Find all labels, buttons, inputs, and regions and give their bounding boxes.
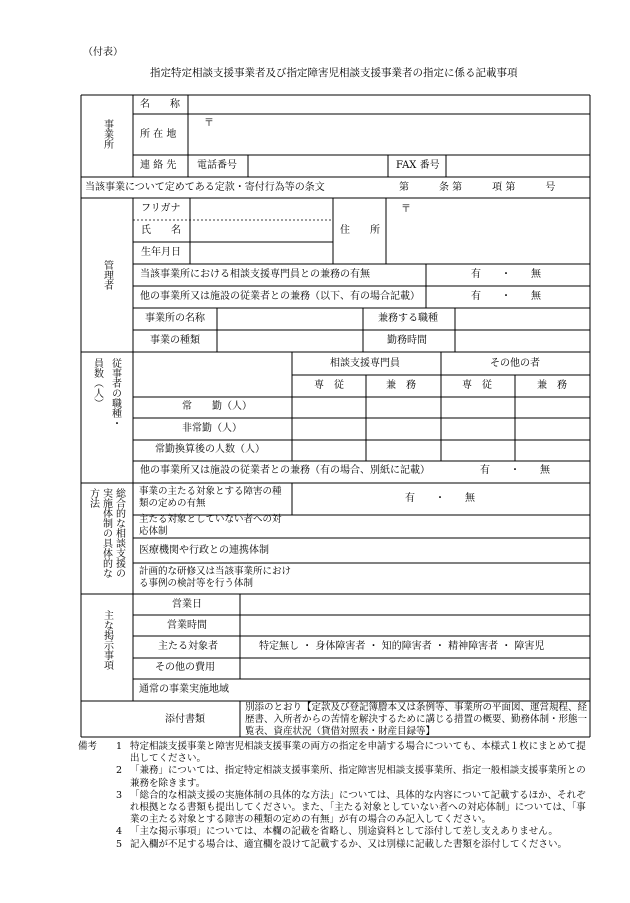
business-hours-label: 営業時間 xyxy=(167,620,207,631)
manager-address-field[interactable] xyxy=(387,199,589,263)
col-other-header: その他の者 xyxy=(490,358,540,369)
comp-r4-label: 計画的な研修又は当該事業所における事例の検討等を行う体制 xyxy=(139,566,292,589)
area-field[interactable] xyxy=(241,680,589,700)
office-name-field[interactable] xyxy=(218,309,362,329)
other-cost-label: その他の費用 xyxy=(155,662,215,673)
birthdate-field[interactable] xyxy=(191,243,332,263)
fax-label: FAX 番号 xyxy=(396,160,440,171)
kenmu1-label: 当該事業所における相談支援専門員との兼務の有無 xyxy=(140,269,370,280)
name-field[interactable] xyxy=(189,96,589,113)
note-item: 3 「総合的な相談支援の実施体制の具体的な方法」については、具体的な内容について記載するほか、それぞれ根拠となる書類も提出してください。また、「主たる対象としていない者への対応体制」については、「事業の主たる対象とする障害の種類の定めの有無」が有の場合のみ記入してください。 xyxy=(116,789,586,826)
office-name-label: 事業所の名称 xyxy=(145,313,205,324)
business-days-field[interactable] xyxy=(241,595,589,614)
fax-field[interactable] xyxy=(447,156,589,176)
note-item: 5 記入欄が不足する場合は、適宜欄を設けて記載するか、又は別様に記載した書類を添付してください。 xyxy=(116,838,568,850)
business-days-label: 営業日 xyxy=(172,599,202,610)
staff-kenmu-choice[interactable]: 有 ・ 無 xyxy=(480,465,550,476)
office-duty-field[interactable] xyxy=(456,309,589,329)
comp-r2-label: 主たる対象としていない者への対応体制 xyxy=(139,514,282,537)
area-label: 通常の事業実施地域 xyxy=(139,684,229,695)
attachments-label: 添付書類 xyxy=(165,714,205,725)
cell-full-soudan-kenmu[interactable] xyxy=(367,398,440,417)
cell-full-other-senju[interactable] xyxy=(442,398,514,417)
comp-group-label-b: 実施体制の具体的な xyxy=(100,488,112,578)
attachments-text: 別添のとおり【定款及び登記簿謄本又は条例等、事業所の平面図、運営規程、経歴書、入所者からの苦情を解決するために講じる措置の概要、勤務体制・形態一覧表、資産状況（貸借対照表・財産目録等】 xyxy=(245,702,588,737)
row-fulltime-label: 常 勤（人） xyxy=(182,401,252,412)
target-choices[interactable]: 特定無し ・ 身体障害者 ・ 知的障害者 ・ 精神障害者 ・ 障害児 xyxy=(259,641,545,652)
address-field[interactable] xyxy=(189,115,589,154)
target-label: 主たる対象者 xyxy=(158,641,218,652)
row-parttime-label: 非常勤（人） xyxy=(182,423,242,434)
notes-list xyxy=(76,741,586,851)
office-type-field[interactable] xyxy=(218,331,362,351)
staff-group-label-a: 従事者の職種・ xyxy=(109,358,121,428)
comp-r2-field[interactable] xyxy=(293,516,589,537)
other-cost-field[interactable] xyxy=(241,659,589,678)
comp-r1-label: 事業の主たる対象とする障害の種類の定めの有無 xyxy=(139,486,282,509)
postal-mark: 〒 xyxy=(204,118,214,129)
cell-full-soudan-senju[interactable] xyxy=(293,398,365,417)
birthdate-label: 生年月日 xyxy=(141,247,181,258)
manager-name-label: 氏 名 xyxy=(141,225,181,236)
cell-full-other-kenmu[interactable] xyxy=(516,398,589,417)
furigana-field[interactable] xyxy=(191,199,332,219)
contact-label: 連 絡 先 xyxy=(140,160,177,171)
manager-postal-mark: 〒 xyxy=(401,204,411,215)
col-soudan-senju: 専 従 xyxy=(314,380,344,391)
work-hours-label: 勤務時間 xyxy=(387,335,427,346)
kenmu1-choice[interactable]: 有 ・ 無 xyxy=(471,269,541,280)
phone-label: 電話番号 xyxy=(197,160,237,171)
col-soudan-header: 相談支援専門員 xyxy=(330,358,400,369)
comp-group-label-c: 方法 xyxy=(87,488,99,508)
office-duty-label: 兼務する職種 xyxy=(378,313,438,324)
office-type-label: 事業の種類 xyxy=(150,335,200,346)
posting-group-label: 主な掲示事項 xyxy=(101,610,113,670)
col-soudan-kenmu: 兼 務 xyxy=(386,380,416,391)
phone-field[interactable] xyxy=(249,156,387,176)
comp-r3-label: 医療機関や行政との連携体制 xyxy=(139,545,269,556)
col-other-kenmu: 兼 務 xyxy=(537,380,567,391)
kenmu2-choice[interactable]: 有 ・ 無 xyxy=(471,291,541,302)
staff-group-label-b: 員数（人） xyxy=(91,358,103,408)
col-other-senju: 専 従 xyxy=(462,380,492,391)
comp-r1-choice[interactable]: 有 ・ 無 xyxy=(405,493,475,504)
jigyosho-group-label: 事業所 xyxy=(101,119,113,149)
article-label: 当該事業について定めてある定款・寄付行為等の条文 xyxy=(85,182,325,193)
manager-name-field[interactable] xyxy=(191,221,332,241)
form-title: 指定特定相談支援事業者及び指定障害児相談支援事業者の指定に係る記載事項 xyxy=(150,67,518,79)
name-label: 名 称 xyxy=(140,99,180,110)
appendix-label: （付表） xyxy=(83,47,123,58)
note-item: 1 特定相談支援事業と障害児相談支援事業の両方の指定を申請する場合についても、本様式１枚にまとめて提出してください。 xyxy=(116,741,586,765)
kenmu2-label: 他の事業所又は施設の従業者との兼務（以下、有の場合記載） xyxy=(140,291,420,302)
furigana-label: フリガナ xyxy=(141,203,181,214)
business-hours-field[interactable] xyxy=(241,616,589,635)
work-hours-field[interactable] xyxy=(456,331,589,351)
staff-kenmu-label: 他の事業所又は施設の従業者との兼務（有の場合、別紙に記載） xyxy=(140,465,430,476)
note-item: 2 「兼務」については、指定特定相談支援事業所、指定障害児相談支援事業所、指定一般相談支援事業所との兼務を除きます。 xyxy=(116,765,586,789)
row-fte-label: 常勤換算後の人数（人） xyxy=(155,444,265,455)
comp-group-label-a: 総合的な相談支援の xyxy=(113,488,125,578)
kanrisha-group-label: 管理者 xyxy=(101,260,113,290)
manager-address-label: 住 所 xyxy=(340,225,380,236)
comp-r3-field[interactable] xyxy=(293,539,589,562)
address-label: 所 在 地 xyxy=(140,129,177,140)
article-value[interactable]: 第 条 第 項 第 号 xyxy=(399,182,556,193)
note-item: 4 「主な掲示事項」については、本欄の記載を省略し、別途資料として添付して差し支えありません。 xyxy=(116,826,558,838)
comp-r4-field[interactable] xyxy=(293,564,589,593)
notes-heading: 備考 xyxy=(78,741,98,752)
